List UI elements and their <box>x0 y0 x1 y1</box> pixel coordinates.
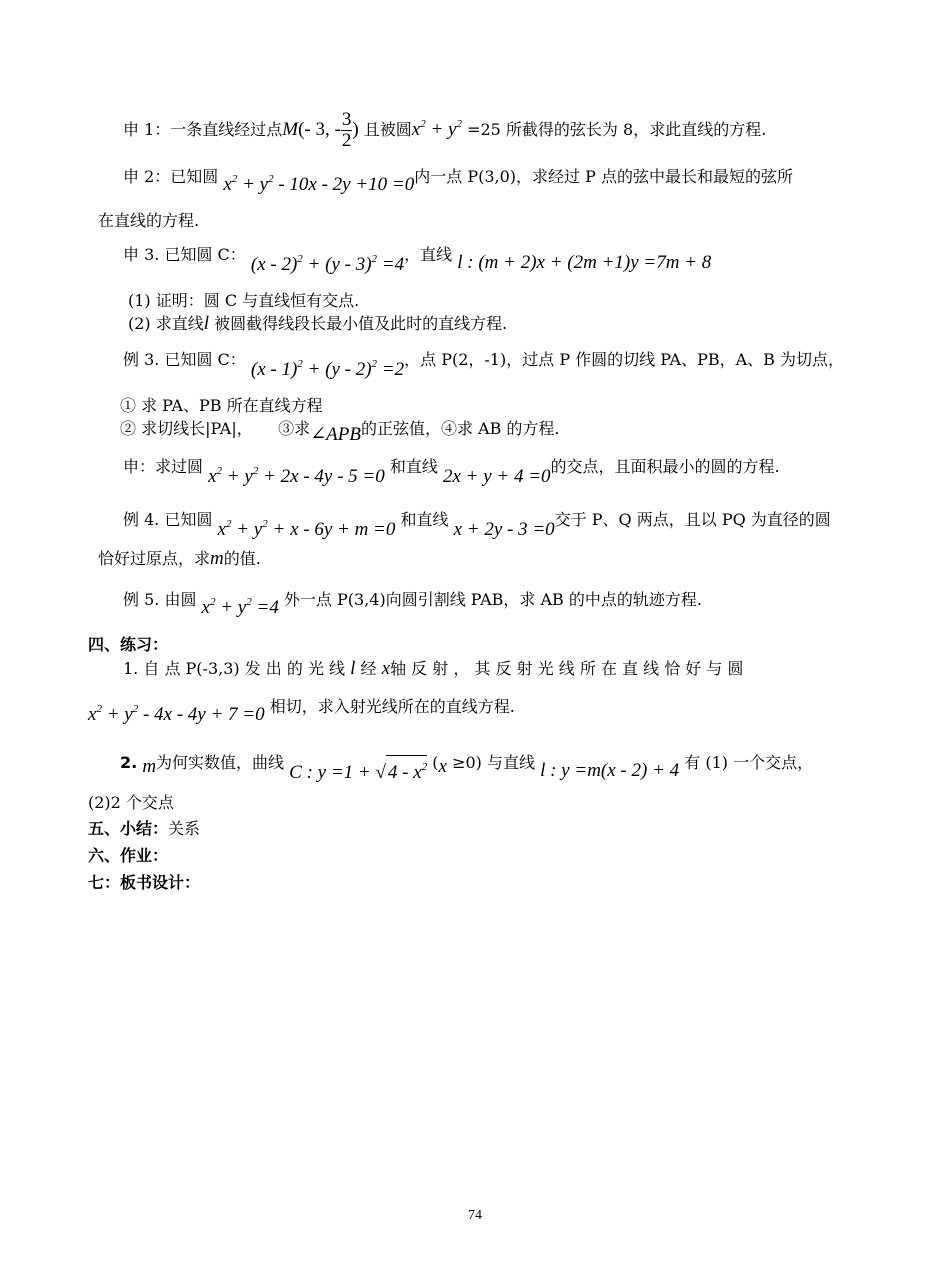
math-circle-eq: $x^2 + y^2 - 10x - 2y +10 =0$ <box>223 173 415 195</box>
e3b-mid: ③求 <box>278 419 311 438</box>
example-4b <box>98 548 261 570</box>
s4-label: 申：求过圆 <box>123 457 204 476</box>
e4b-post: 的值. <box>223 549 261 568</box>
math-m2: m <box>142 756 157 777</box>
math-line-p2: l : y =m(x - 2) + 4 <box>540 760 680 781</box>
practice-1 <box>123 658 743 680</box>
p2-num: 2. <box>120 753 138 772</box>
problem-s3a <box>128 290 359 312</box>
h4-text: 四、练习： <box>88 635 169 654</box>
math-circle-p1: $x^2 + y^2 - 4x - 4y + 7 =0$ <box>88 703 265 725</box>
e3b-pre: ② 求切线长|PA|， <box>120 419 253 438</box>
math-angle: ∠APB <box>310 424 361 445</box>
math-line-e4: x + 2y - 3 =0 <box>453 519 555 540</box>
p2-cond: ( <box>432 753 439 772</box>
math-l: l <box>203 313 210 334</box>
s3a-text: (1) 证明：圆 C 与直线恒有交点. <box>128 291 360 310</box>
h5-title: 五、小结： <box>88 819 169 838</box>
s1-tail1: 且被圆 <box>363 120 412 139</box>
math-fraction: $\frac{3}{2}$ <box>341 109 352 151</box>
p1b-text: 相切，求入射光线所在的直线方程. <box>269 697 515 716</box>
practice-1b <box>88 690 515 725</box>
e4-label: 例 4. 已知圆 <box>123 510 213 529</box>
problem-s3b <box>128 313 507 335</box>
h6-text: 六、作业： <box>88 846 169 865</box>
s3b-pre: (2) 求直线 <box>128 314 204 333</box>
problem-s3 <box>123 238 712 275</box>
example-4 <box>123 503 831 540</box>
math-m: m <box>210 548 224 569</box>
s4-post: 的交点，且面积最小的圆的方程. <box>550 457 780 476</box>
problem-s2-cont <box>98 210 199 232</box>
section-summary <box>88 818 200 840</box>
e4-mid: 和直线 <box>400 510 449 529</box>
e5-post: 外一点 P(3,4)向圆引割线 PAB，求 AB 的中点的轨迹方程. <box>283 590 702 609</box>
math-line-l: l : (m + 2)x + (2m +1)y =7m + 8 <box>457 252 712 273</box>
p2-cond2: ≥0) 与直线 <box>452 753 535 772</box>
math-circle-e4: $x^2 + y^2 + x - 6y + m =0$ <box>217 518 396 540</box>
section-practice-heading <box>88 634 168 656</box>
math-circle-e3: (x - 1)$^2$ + (y - 2)$^2$ =2 <box>250 358 405 380</box>
example-3a <box>120 395 323 417</box>
e5-label: 例 5. 由圆 <box>123 590 197 609</box>
s3-comma: ，直线 <box>404 245 453 264</box>
p1-mid: 经 <box>360 659 377 678</box>
example-3 <box>123 343 845 380</box>
s3b-post: 被圆截得线段长最小值及此时的直线方程. <box>214 314 508 333</box>
math-curve-c: C : y =1 + √ $4 - x^2$ <box>289 762 427 783</box>
p1-pre: 1. 自 点 P(-3,3) 发 出 的 光 线 <box>123 659 346 678</box>
p2b-text: (2)2 个交点 <box>88 793 174 812</box>
e4b-pre: 恰好过原点，求 <box>98 549 211 568</box>
math-line-s4: 2x + y + 4 =0 <box>442 466 551 487</box>
math-l2: l <box>350 658 356 679</box>
problem-s4 <box>123 450 780 487</box>
example-5 <box>123 583 702 618</box>
math-circle: $x^2 + y^2$ <box>411 118 462 140</box>
practice-2 <box>120 745 814 783</box>
page-number: 74 <box>468 1208 482 1223</box>
math-x: x <box>381 658 391 679</box>
h5-text: 关系 <box>168 819 201 838</box>
math-M: M <box>282 119 299 140</box>
section-homework <box>88 845 168 867</box>
practice-2b <box>88 792 174 814</box>
s2b-text: 在直线的方程. <box>98 211 200 230</box>
p1-post: 轴 反 射 ， 其 反 射 光 线 所 在 直 线 恰 好 与 圆 <box>390 659 744 678</box>
s1-label: 申 1：一条直线经过点 <box>123 120 283 139</box>
s1-tail2: =25 所截得的弦长为 8，求此直线的方程. <box>467 120 767 139</box>
math-circle-s4: $x^2 + y^2 + 2x - 4y - 5 =0$ <box>208 465 385 487</box>
math-close: ) <box>352 119 359 140</box>
p2-post: 有 (1) 一个交点， <box>684 753 814 772</box>
problem-s1 <box>123 110 766 151</box>
s4-mid: 和直线 <box>389 457 438 476</box>
math-circle-c: (x - 2)$^2$ + (y - 3)$^2$ =4 <box>250 253 405 275</box>
s2-label: 申 2：已知圆 <box>123 167 219 186</box>
e3-label: 例 3. 已知圆 C： <box>123 350 246 369</box>
section-board-design <box>88 872 200 894</box>
h7-text: 七：板书设计： <box>88 873 201 892</box>
math-point: (- 3, - <box>298 119 341 140</box>
e3a-text: ① 求 PA、PB 所在直线方程 <box>120 396 323 415</box>
s3-label: 申 3. 已知圆 C： <box>123 245 246 264</box>
math-circle-e5: $x^2 + y^2 =4$ <box>201 596 279 618</box>
math-x2: x <box>438 756 447 777</box>
problem-s2 <box>123 160 793 195</box>
s2-tail: 内一点 P(3,0)，求经过 P 点的弦中最长和最短的弦所 <box>414 167 793 186</box>
example-3b <box>120 418 560 445</box>
e3b-post: 的正弦值，④求 AB 的方程. <box>360 419 560 438</box>
e3-tail: ，点 P(2，-1)，过点 P 作圆的切线 PA、PB，A、B 为切点， <box>404 350 845 369</box>
e4-post: 交于 P、Q 两点，且以 PQ 为直径的圆 <box>554 510 831 529</box>
p2-mid: 为何实数值，曲线 <box>156 753 285 772</box>
